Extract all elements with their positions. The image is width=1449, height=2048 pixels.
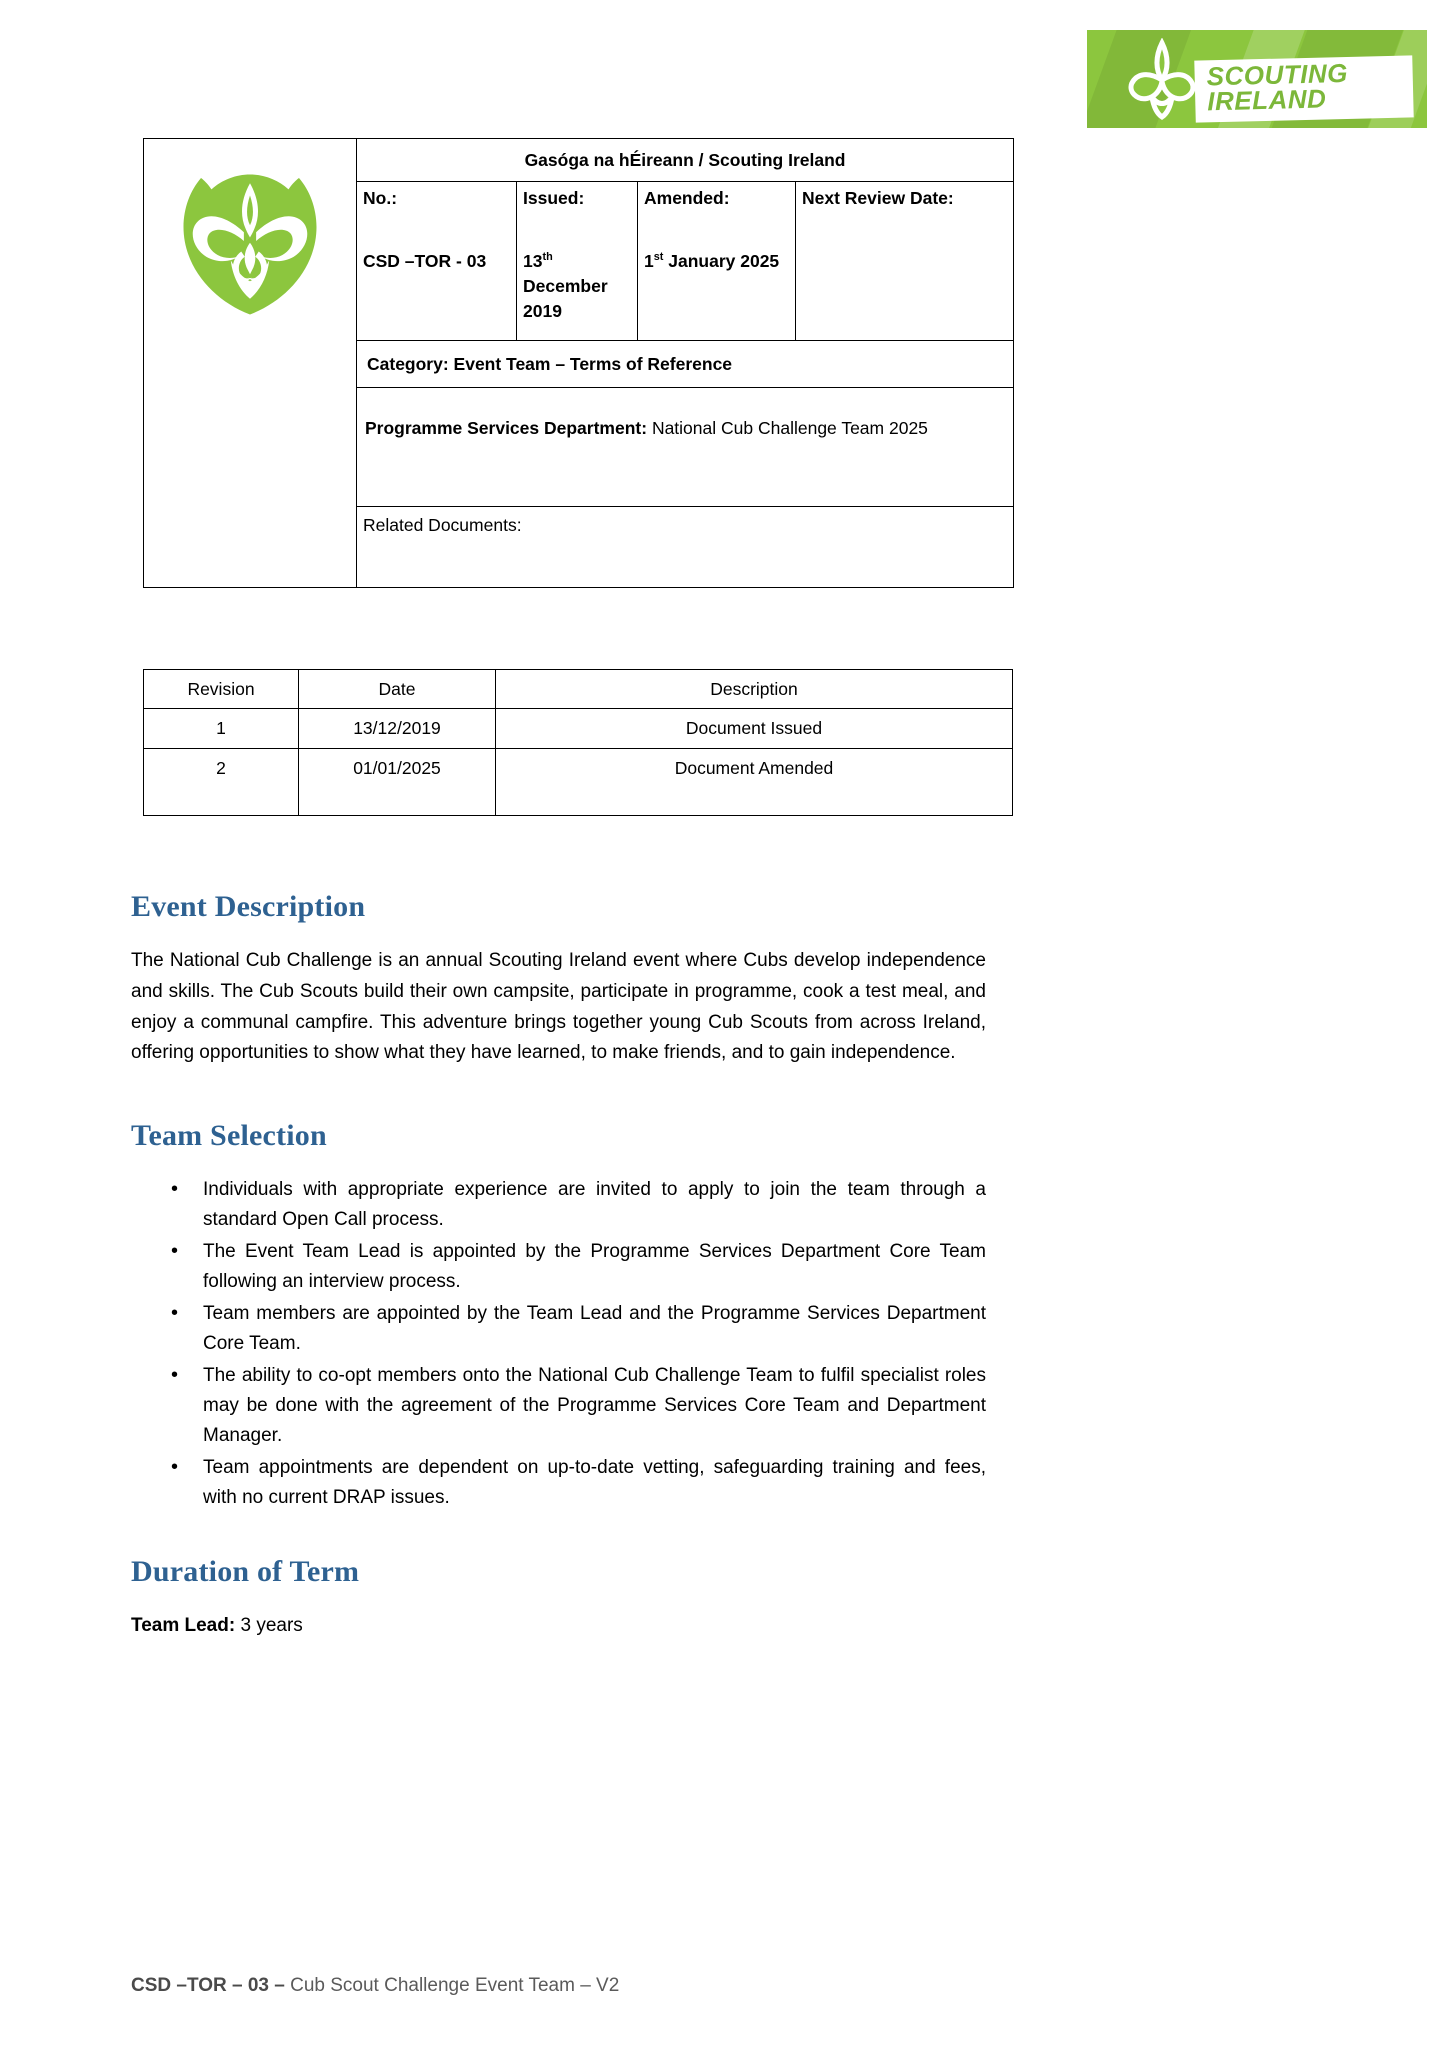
issued-date-cell: [517, 182, 638, 341]
list-item: • The Event Team Lead is appointed by the Programme Services Department Core Team following an interview process.: [171, 1237, 986, 1297]
page-title-duration-of-term: Duration of Term: [131, 1555, 360, 1589]
next-review-date-cell: [796, 182, 1014, 341]
column-header-revision: Revision: [144, 670, 299, 709]
amended-value: 1st January 2025: [644, 250, 780, 271]
document-header-table: [143, 138, 1014, 588]
table-row: [144, 139, 1014, 182]
logo-wordmark: [1194, 55, 1413, 122]
revision-history-table: [143, 669, 1013, 816]
column-header-date: Date: [299, 670, 496, 709]
logo-wordmark-line-1: SCOUTING: [1206, 57, 1349, 92]
list-item: • Team appointments are dependent on up-to-date vetting, safeguarding training and fees, with no current DRAP issues.: [171, 1453, 986, 1513]
doc-number-label: No.:: [363, 188, 398, 208]
related-documents-cell: Related Documents:: [357, 507, 1014, 588]
description-cell: Document Amended: [496, 748, 1013, 815]
category-cell: Category: Event Team – Terms of Reference: [357, 341, 1014, 388]
programme-services-department-cell: [357, 388, 1014, 507]
header-logo-cell: [144, 139, 357, 588]
next-review-label: Next Review Date:: [802, 188, 954, 208]
team-lead-duration-line: [131, 1611, 986, 1641]
psd-label: Programme Services Department:: [365, 418, 648, 438]
revision-cell: 1: [144, 709, 299, 748]
revision-cell: 2: [144, 748, 299, 815]
list-item: • Team members are appointed by the Team Lead and the Programme Services Department Core Team.: [171, 1299, 986, 1359]
org-title-cell: Gasóga na hÉireann / Scouting Ireland: [357, 139, 1014, 182]
amended-date-cell: [638, 182, 796, 341]
table-header-row: [144, 670, 1013, 709]
spacer: [131, 1515, 986, 1555]
doc-number-cell: [357, 182, 517, 341]
logo-wordmark-line-2: IRELAND: [1206, 83, 1327, 117]
spacer: [131, 1069, 986, 1119]
event-description-paragraph: The National Cub Challenge is an annual Scouting Ireland event where Cubs develop independence and skills. The Cub Scouts build their own campsite, participate in programme, cook a test meal, and enjoy a communal campfire. This adventure brings together young Cub Scouts from across Ireland, offering opportunities to show what they have learned, to make friends, and to gain independence.: [131, 950, 986, 1064]
column-header-description: Description: [496, 670, 1013, 709]
table-row: [144, 709, 1013, 748]
scouting-ireland-logo-banner: [1087, 30, 1427, 128]
issued-label: Issued:: [523, 188, 585, 208]
footer-doc-title: Cub Scout Challenge Event Team – V2: [284, 1975, 620, 1996]
date-cell: 13/12/2019: [299, 709, 496, 748]
page-footer: [131, 1975, 1031, 1997]
amended-label: Amended:: [644, 188, 730, 208]
list-item: • The ability to co-opt members onto the National Cub Challenge Team to fulfil specialist roles may be done with the agreement of the Programme Services Core Team and Department Manager.: [171, 1361, 986, 1451]
team-lead-label: Team Lead:: [131, 1615, 236, 1637]
list-item: • Individuals with appropriate experience are invited to apply to join the team through a standard Open Call process.: [171, 1175, 986, 1235]
description-cell: Document Issued: [496, 709, 1013, 748]
date-cell: 01/01/2025: [299, 748, 496, 815]
doc-number-value: CSD –TOR - 03: [363, 250, 487, 271]
psd-value: National Cub Challenge Team 2025: [651, 418, 928, 438]
table-row: [144, 748, 1013, 815]
document-body: [131, 890, 986, 1642]
fleur-de-lis-icon: [1119, 38, 1205, 122]
footer-doc-code: CSD –TOR – 03 –: [131, 1975, 285, 1996]
page-title-team-selection: Team Selection: [131, 1119, 327, 1153]
issued-value: 13th December 2019: [523, 250, 608, 321]
team-lead-value: 3 years: [240, 1615, 303, 1637]
team-selection-bullet-list: [131, 1175, 986, 1513]
page-title-event-description: Event Description: [131, 890, 366, 923]
scout-emblem-icon: [155, 157, 345, 332]
